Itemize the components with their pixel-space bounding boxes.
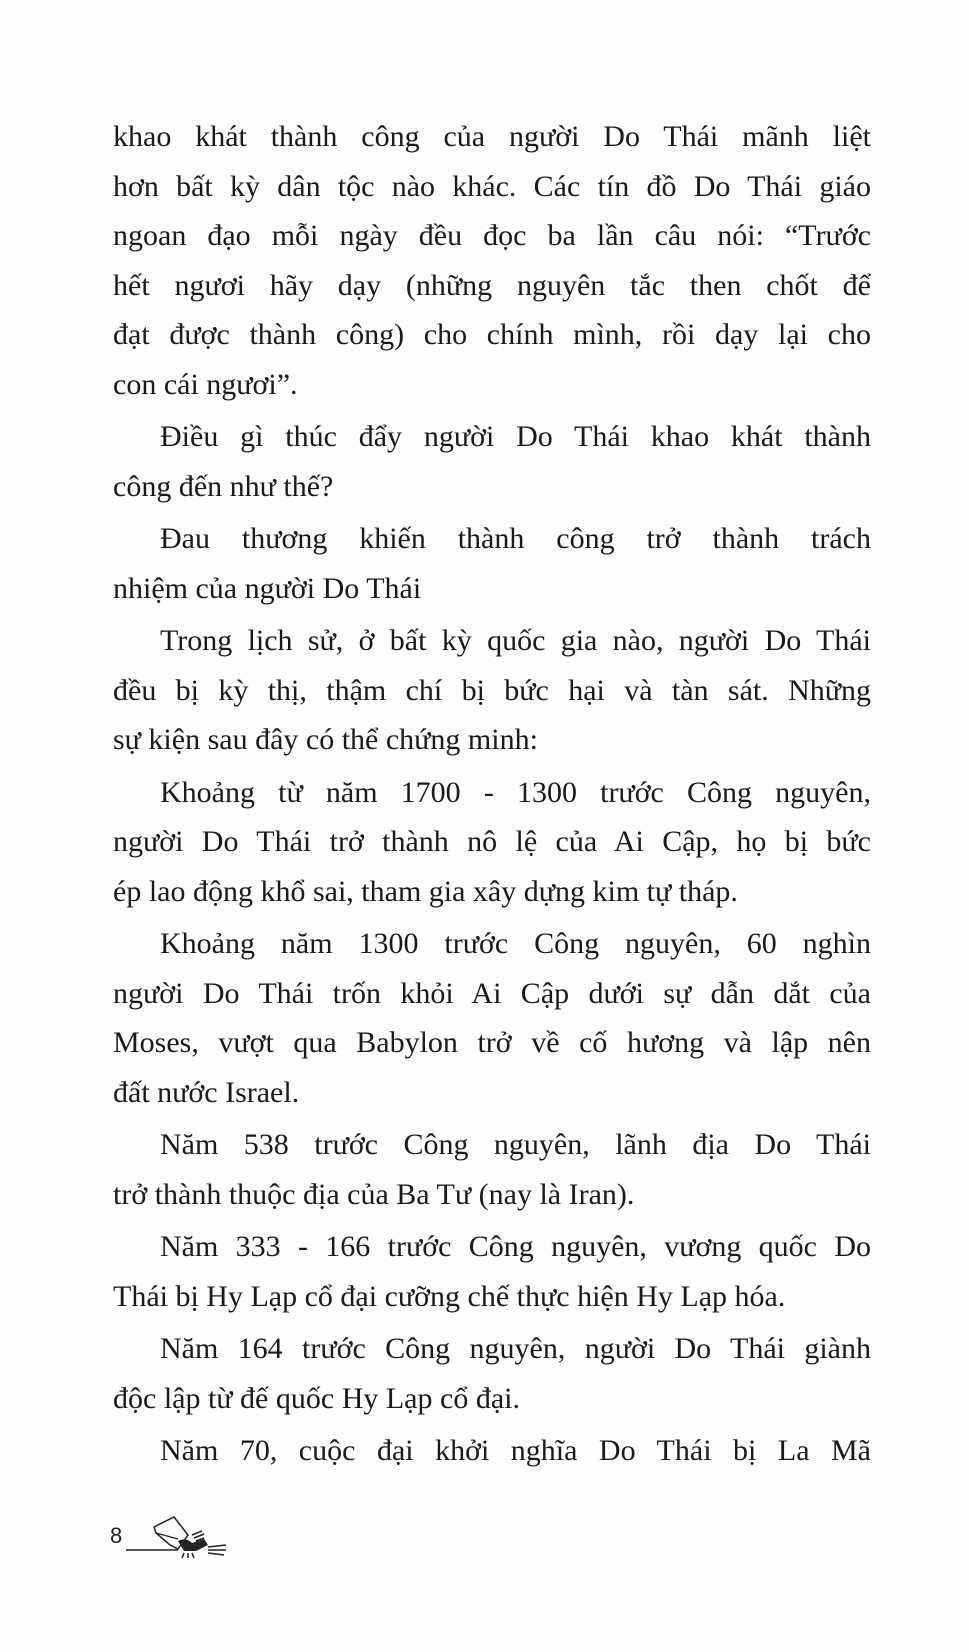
paragraph xyxy=(113,412,871,511)
paragraph xyxy=(113,768,871,917)
text-line: Moses, vượt qua Babylon trở về cố hương và lập nên xyxy=(113,1026,871,1059)
text-line: Điều gì thúc đẩy người Do Thái khao khát thành xyxy=(160,420,871,453)
text-line: người Do Thái trốn khỏi Ai Cập dưới sự dẫn dắt của xyxy=(113,976,871,1010)
text-line: hết ngươi hãy dạy (những nguyên tắc then chốt để xyxy=(113,268,871,302)
text-line: đất nước Israel. xyxy=(113,1075,300,1109)
paragraph xyxy=(113,1324,871,1423)
reclining-figure-icon xyxy=(126,1515,236,1560)
text-line: ép lao động khổ sai, tham gia xây dựng kim tự tháp. xyxy=(113,874,738,908)
paragraph xyxy=(113,1222,871,1321)
paragraph xyxy=(113,112,871,409)
text-line: trở thành thuộc địa của Ba Tư (nay là Iran). xyxy=(113,1177,635,1211)
text-line: đều bị kỳ thị, thậm chí bị bức hại và tàn sát. Những xyxy=(113,673,871,707)
text-line: công đến như thế? xyxy=(113,469,334,503)
text-line: hơn bất kỳ dân tộc nào khác. Các tín đồ Do Thái giáo xyxy=(113,169,871,203)
text-line: khao khát thành công của người Do Thái mãnh liệt xyxy=(113,120,871,153)
paragraph xyxy=(113,514,871,613)
text-line: người Do Thái trở thành nô lệ của Ai Cập, họ bị bức xyxy=(113,825,871,858)
text-line: Năm 538 trước Công nguyên, lãnh địa Do Thái xyxy=(160,1128,871,1161)
paragraph xyxy=(113,1426,871,1476)
text-line: Năm 164 trước Công nguyên, người Do Thái giành xyxy=(160,1332,871,1365)
text-line: ngoan đạo mỗi ngày đều đọc ba lần câu nói: “Trước xyxy=(113,219,871,252)
text-line: Năm 70, cuộc đại khởi nghĩa Do Thái bị La Mã xyxy=(160,1434,871,1467)
text-line: Khoảng từ năm 1700 - 1300 trước Công nguyên, xyxy=(160,775,871,809)
paragraph xyxy=(113,1120,871,1219)
text-line: Thái bị Hy Lạp cổ đại cưỡng chế thực hiện Hy Lạp hóa. xyxy=(113,1279,786,1313)
text-line: Đau thương khiến thành công trở thành trách xyxy=(160,522,871,555)
text-line: độc lập từ đế quốc Hy Lạp cổ đại. xyxy=(113,1381,520,1415)
text-line: Khoảng năm 1300 trước Công nguyên, 60 nghìn xyxy=(160,927,871,960)
page-number: 8 xyxy=(110,1523,123,1548)
text-line: đạt được thành công) cho chính mình, rồi dạy lại cho xyxy=(113,318,871,351)
text-line: Trong lịch sử, ở bất kỳ quốc gia nào, người Do Thái xyxy=(160,624,871,657)
paragraph xyxy=(113,616,871,765)
paragraph xyxy=(113,919,871,1117)
text-line: sự kiện sau đây có thể chứng minh: xyxy=(113,723,538,756)
text-line: con cái ngươi”. xyxy=(113,367,298,401)
text-line: Năm 333 - 166 trước Công nguyên, vương quốc Do xyxy=(160,1230,871,1263)
text-line: nhiệm của người Do Thái xyxy=(113,571,422,605)
page-body xyxy=(113,112,871,1479)
